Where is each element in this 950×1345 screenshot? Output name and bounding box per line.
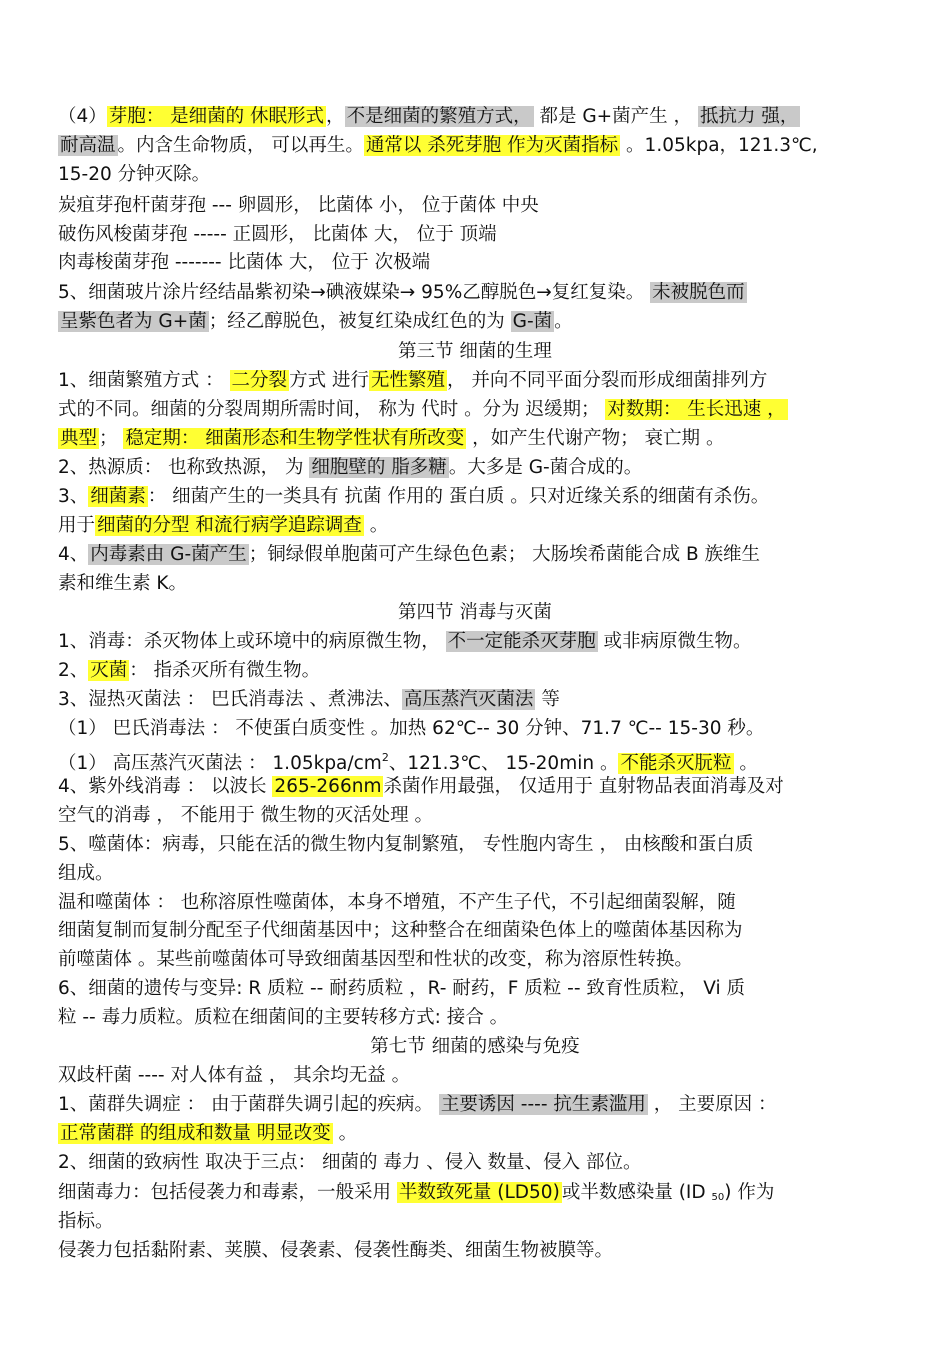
text-run: 第三节 细菌的生理 bbox=[398, 341, 552, 362]
text-run: 。 bbox=[554, 311, 573, 332]
text-run: 。 bbox=[332, 1123, 358, 1144]
text-run: 2、细菌的致病性 取决于三点： 细菌的 毒力 、侵入 数量、侵入 部位。 bbox=[58, 1152, 642, 1173]
text-line bbox=[58, 222, 497, 248]
text-line bbox=[58, 368, 767, 394]
text-line bbox=[58, 426, 724, 452]
text-run: 炭疽芽孢杆菌芽孢 --- 卵圆形， 比菌体 小， 位于菌体 中央 bbox=[58, 195, 539, 216]
text-run: 。1.05kpa，121.3℃, bbox=[620, 135, 818, 156]
text-run: 。大多是 G-菌合成的。 bbox=[448, 457, 643, 478]
text-run: 都是 G+菌产生 ， bbox=[533, 106, 698, 127]
yellow-highlight: 半数致死量 (LD50) bbox=[398, 1182, 560, 1203]
yellow-highlight: 无性繁殖 bbox=[370, 370, 445, 391]
text-run: （1） 高压蒸汽灭菌法 ： 1.05kpa/cm bbox=[58, 753, 382, 774]
text-run: 指标。 bbox=[58, 1211, 114, 1232]
yellow-highlight: 稳定期： 细菌形态和生物学性状有所改变 bbox=[125, 428, 465, 449]
text-run: 1、消毒：杀灭物体上或环境中的病原微生物， bbox=[58, 631, 446, 652]
text-run: ： 细菌产生的一类具有 抗菌 作用的 蛋白质 。只对近缘关系的细菌有杀伤。 bbox=[147, 486, 770, 507]
text-run: 空气的消毒 ， 不能用于 微生物的灭活处理 。 bbox=[58, 805, 434, 826]
text-line bbox=[58, 250, 430, 276]
text-line bbox=[58, 861, 114, 887]
text-run: ： 指杀灭所有微生物。 bbox=[129, 660, 321, 681]
yellow-highlight: 不能杀灭朊粒 bbox=[620, 753, 732, 774]
text-line bbox=[58, 1180, 774, 1206]
text-line bbox=[58, 832, 753, 858]
section-heading bbox=[0, 600, 950, 626]
text-run: 破伤风梭菌芽孢 ----- 正圆形， 比菌体 大， 位于 顶端 bbox=[58, 224, 497, 245]
gray-highlight: G-菌 bbox=[512, 311, 553, 332]
text-line bbox=[58, 193, 539, 219]
text-line bbox=[58, 133, 818, 159]
text-run: 侵袭力包括黏附素、荚膜、侵袭素、侵袭性酶类、细菌生物被膜等。 bbox=[58, 1240, 614, 1261]
text-line bbox=[58, 687, 560, 713]
text-run: ，如产生代谢产物； 衰亡期 。 bbox=[466, 428, 725, 449]
section-heading bbox=[0, 1034, 950, 1060]
script-text: 2 bbox=[381, 751, 389, 764]
text-run: 2、 bbox=[58, 660, 89, 681]
text-run: 4、紫外线消毒 ： 以波长 bbox=[58, 776, 273, 797]
text-run: 细菌复制而复制分配至子代细菌基因中；这种整合在细菌染色体上的噬菌体基因称为 bbox=[58, 920, 743, 941]
text-line bbox=[58, 629, 752, 655]
text-run: ；经乙醇脱色，被复红染成红色的为 bbox=[208, 311, 511, 332]
gray-highlight: 不是细菌的繁殖方式， bbox=[346, 106, 532, 127]
text-run: 杀菌作用最强， 仅适用于 直射物品表面消毒及对 bbox=[383, 776, 784, 797]
text-run: 15-20 分钟灭除。 bbox=[58, 164, 211, 185]
text-line bbox=[58, 918, 743, 944]
yellow-highlight: 细菌素 bbox=[90, 486, 146, 507]
text-run: 第七节 细菌的感染与免疫 bbox=[370, 1036, 580, 1057]
script-text: 50 bbox=[711, 1192, 725, 1203]
text-line bbox=[58, 658, 320, 684]
yellow-highlight: 灭菌 bbox=[90, 660, 128, 681]
gray-highlight: 抵抗力 强， bbox=[699, 106, 799, 127]
yellow-highlight: 265-266nm bbox=[274, 776, 382, 797]
text-line bbox=[58, 1063, 410, 1089]
text-line bbox=[58, 309, 573, 335]
text-run: 或半数感染量 (ID bbox=[561, 1182, 712, 1203]
text-line bbox=[58, 571, 187, 597]
text-run: 前噬菌体 。某些前噬菌体可导致细菌基因型和性状的改变，称为溶原性转换。 bbox=[58, 949, 693, 970]
text-line bbox=[58, 716, 764, 742]
section-heading bbox=[0, 339, 950, 365]
text-run: 组成。 bbox=[58, 863, 114, 884]
text-line bbox=[58, 1238, 613, 1264]
text-run: 式的不同。细菌的分裂周期所需时间， 称为 代时 。分为 迟缓期； bbox=[58, 399, 606, 420]
text-run: 4、 bbox=[58, 544, 89, 565]
gray-highlight: 呈紫色者为 G+菌 bbox=[60, 311, 207, 332]
text-run: 2、热源质： 也称致热源， 为 bbox=[58, 457, 310, 478]
yellow-highlight: 芽胞： 是细菌的 休眠形式 bbox=[108, 106, 325, 127]
gray-highlight: 内毒素由 G-菌产生 bbox=[90, 544, 247, 565]
text-run: 粒 -- 毒力质粒。质粒在细菌间的主要转移方式: 接合 。 bbox=[58, 1007, 509, 1028]
text-run: 温和噬菌体 ： 也称溶原性噬菌体，本身不增殖，不产生子代，不引起细菌裂解，随 bbox=[58, 892, 736, 913]
gray-highlight: 细胞壁的 脂多糖 bbox=[311, 457, 447, 478]
text-line bbox=[58, 1092, 777, 1118]
text-line bbox=[58, 1209, 114, 1235]
text-run: 。 bbox=[363, 515, 389, 536]
yellow-highlight: 细菌的分型 和流行病学追踪调查 bbox=[97, 515, 362, 536]
yellow-highlight: 正常菌群 的组成和数量 明显改变 bbox=[60, 1123, 331, 1144]
text-run: （4） bbox=[58, 106, 107, 127]
text-line bbox=[58, 745, 758, 774]
yellow-highlight: 二分裂 bbox=[231, 370, 288, 391]
text-run: 细菌毒力：包括侵袭力和毒素，一般采用 bbox=[58, 1182, 397, 1203]
text-line bbox=[58, 947, 693, 973]
gray-highlight: 未被脱色而 bbox=[652, 282, 745, 303]
text-line bbox=[58, 803, 433, 829]
text-run: ， 并向不同平面分裂而形成细菌排列方 bbox=[446, 370, 768, 391]
text-line bbox=[58, 542, 760, 568]
text-run: 等 bbox=[535, 689, 560, 710]
text-run: 双歧杆菌 ---- 对人体有益 ， 其余均无益 。 bbox=[58, 1065, 411, 1086]
text-run: 5、噬菌体：病毒，只能在活的微生物内复制繁殖， 专性胞内寄生 ， 由核酸和蛋白质 bbox=[58, 834, 754, 855]
text-run: ； bbox=[99, 428, 124, 449]
yellow-highlight: 通常以 杀死芽胞 作为灭菌指标 bbox=[365, 135, 619, 156]
text-line bbox=[58, 1150, 642, 1176]
gray-highlight: 耐高温 bbox=[60, 135, 116, 156]
text-run: 、121.3℃、 15-20min 。 bbox=[388, 753, 619, 774]
text-run: 方式 进行 bbox=[289, 370, 369, 391]
text-line bbox=[58, 513, 388, 539]
text-run: ；铜绿假单胞菌可产生绿色色素； 大肠埃希菌能合成 B 族维生 bbox=[248, 544, 761, 565]
text-line bbox=[58, 162, 210, 188]
text-line bbox=[58, 1121, 357, 1147]
text-run: 3、湿热灭菌法 ： 巴氏消毒法 、煮沸法、 bbox=[58, 689, 402, 710]
text-run: 5、细菌玻片涂片经结晶紫初染→碘液媒染→ 95%乙醇脱色→复红复染。 bbox=[58, 282, 651, 303]
text-run: 第四节 消毒与灭菌 bbox=[398, 602, 552, 623]
text-line bbox=[58, 890, 736, 916]
text-run: ， 主要原因 ： bbox=[647, 1094, 777, 1115]
text-line bbox=[58, 397, 788, 423]
gray-highlight: 不一定能杀灭芽胞 bbox=[447, 631, 596, 652]
text-run: 。内含生命物质， 可以再生。 bbox=[117, 135, 364, 156]
text-run: 。 bbox=[733, 753, 758, 774]
text-line bbox=[58, 484, 769, 510]
text-run: ) 作为 bbox=[724, 1182, 775, 1203]
text-run: 1、细菌繁殖方式 ： bbox=[58, 370, 230, 391]
text-line bbox=[58, 1005, 508, 1031]
text-line bbox=[58, 104, 800, 130]
gray-highlight: 高压蒸汽灭菌法 bbox=[403, 689, 534, 710]
gray-highlight: 主要诱因 ---- 抗生素滥用 bbox=[440, 1094, 646, 1115]
yellow-highlight: 对数期： 生长迅速 ， bbox=[607, 399, 786, 420]
text-run: 3、 bbox=[58, 486, 89, 507]
text-run: 肉毒梭菌芽孢 ------- 比菌体 大， 位于 次极端 bbox=[58, 252, 431, 273]
text-line bbox=[58, 976, 745, 1002]
text-line bbox=[58, 280, 747, 306]
yellow-highlight: 典型 bbox=[60, 428, 98, 449]
text-run: ， bbox=[326, 106, 345, 127]
text-run: 素和维生素 K。 bbox=[58, 573, 188, 594]
text-run: 用于 bbox=[58, 515, 96, 536]
text-run: 6、细菌的遗传与变异: R 质粒 -- 耐药质粒 ，R- 耐药，F 质粒 -- 致育性质粒， Vi 质 bbox=[58, 978, 746, 999]
text-run: 或非病原微生物。 bbox=[597, 631, 752, 652]
text-line bbox=[58, 455, 642, 481]
text-run: 1、菌群失调症 ： 由于菌群失调引起的疾病。 bbox=[58, 1094, 439, 1115]
text-run: （1） 巴氏消毒法 ： 不使蛋白质变性 。加热 62℃-- 30 分钟、71.7 ℃-- 15-30 秒。 bbox=[58, 718, 765, 739]
text-line bbox=[58, 774, 784, 800]
